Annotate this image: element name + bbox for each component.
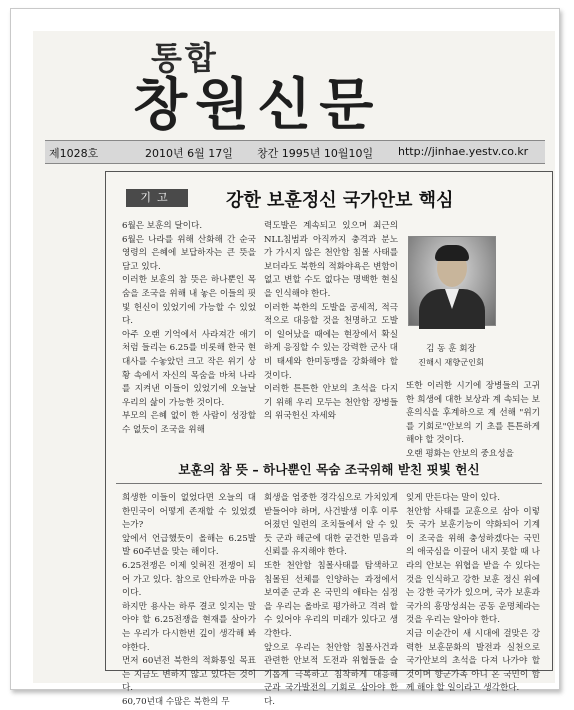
article-column-2: 력도발은 계속되고 있으며 최근의 NLL침범과 아직까지 충격과 분노가 가시지 않은 천안함 침몰 사태를 보더라도 북한의 적화야욕은 변함이 없고 변할 수도 없다는 명백한 현실을 인식해야 한다. 이러한 북한의 도발을 공세적, 적극적으로 대응할 것을 천명하고 도발이 일어났을 때에는 현장에서 확실하게 응징할 수 있는 강력한 군사 대비 태세와 한미동맹을 강화해야 할 것이다. 이러한 튼튼한 안보의 초석을 다지기 위해 우리 모두는 천안함 장병들의 위국헌신 자세와 [264,221,398,422]
article-column-5: 회생을 엄중한 경각심으로 가치있게 받들어야 하며, 사건발생 이후 이루어졌던 일련의 조치들에서 알 수 있듯 군과 해군에 대한 굳건한 믿음과 신뢰를 유지해야 한다. 또한 천안함 침몰사태를 탐색하고 침몰된 선체를 인양하는 과정에서 보여준 군과 온 국민의 애타는 심정을 우리는 올바로 평가하고 격려 할 수 있어야 우리의 미래가 있다고 생각한다. 앞으로 우리는 천안함 침몰사건과 관련한 안보적 도전과 위협들을 슬기롭게 극복하고 침착하게 대응해 군과 국가발전의 기회로 삼아야 한다. [264,493,398,707]
article-headline: 강한 보훈정신 국가안보 핵심 [226,190,454,211]
author-affiliation: 진해시 재향군인회 [418,357,484,367]
article-box [105,171,553,707]
newspaper-clipping [33,31,555,707]
divider [116,483,542,484]
article-column-4: 희생한 이들이 없었다면 오늘의 대한민국이 어떻게 존재할 수 있었겠는가? 앞에서 언급했듯이 올해는 6.25발발 60주년을 맞는 해이다. 6.25전쟁은 이제 잊혀진 전쟁이 되어 가고 있다. 참으로 안타까운 마음이다. 하지만 용사는 하루 결코 잊지는 말아야 할 6.25전쟁을 현재를 살아가는 우리가 다시한번 깊이 생각해 봐야한다. 먼저 60년전 북한의 적화통일 목표는 지금도 변하지 않고 있다는 것이다. 60,70년대 수많은 북한의 무 [122,493,256,707]
article-column-3: 또한 이러한 시기에 장병들의 고귀한 희생에 대한 보상과 계 속되는 보훈의식을 후계하으로 계 선해 "위기를 기회로"안보의 기 초를 튼튼하게 해야 할 것이다. 오랜 평화는 안보의 중요성을 [406,381,540,459]
issue-date: 2010년 6월 17일 [145,147,233,160]
issue-info-bar [45,140,545,164]
article-column-6: 잊게 만든다는 말이 있다. 천안함 사태를 교훈으로 삼아 이렇듯 국가 보훈기능이 약화되어 기계이 조국을 위해 충성하겠다는 국민의 애국심을 이끌어 내지 못할 때 나라의 안보는 위협을 받을 수 있다는 것을 인식하고 강한 보훈 정신 위에는 강한 국가가 있으며, 국가 보훈과 국가의 흥망성쇠는 공동 운명체라는 것을 우리는 알아야 한다. 지금 이순간이 새 시대에 걸맞은 강력한 보훈문화의 발전과 실천으로 국가안보의 초석을 다져 나가야 할 것이며 향군가족 아니 온 국민이 함께 해야 할 일이라고 생각한다. [406,493,540,694]
masthead-title: 창원신문 [133,73,382,138]
masthead-subtitle: 통합 [151,39,219,77]
author-name: 김 동 훈 회장 [426,344,476,354]
founding-date: 창간 1995년 10월10일 [257,147,374,160]
clipping-frame [10,8,560,707]
article-column-1: 6월은 보훈의 달이다. 6월은 나라를 위해 산화해 간 순국영령의 은혜에 보답하자는 큰 뜻을 담고 있다. 이러한 보훈의 참 뜻은 하나뿐인 목숨을 조국을 위해 내 놓은 이들의 핏빛 헌신이 있었기에 가능할 수 있었다. 아주 오랜 기억에서 사라져간 애기처럼 들리는 6.25를 비롯해 한국 현대사를 수놓았던 크고 작은 위기 상황 속에서 자신의 목숨을 바쳐 나라를 지켜낸 이들이 있었기에 오늘날 우리의 삶이 가능한 것이다. 부모의 은혜 없이 한 사람이 성장할 수 없듯이 조국을 위해 [122,221,256,435]
author-photo [408,236,496,326]
article-subheading: 보훈의 참 뜻 – 하나뿐인 목숨 조국위해 받친 핏빛 헌신 [178,462,480,477]
article-tag: 기고 [126,189,188,207]
issue-number: 제1028호 [49,147,99,160]
site-url: http://jinhae.yestv.co.kr [398,145,529,158]
